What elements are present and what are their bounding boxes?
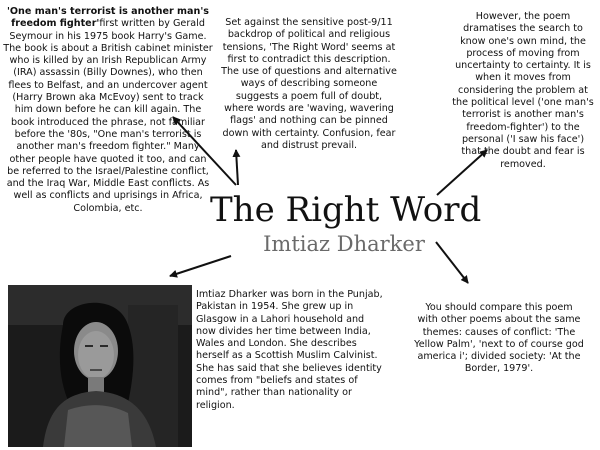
arrow-icon	[436, 242, 468, 283]
comparison-note: You should compare this poem with other poems about the same themes: causes of conflict: 'The Yellow Palm', 'next to of course god america i'; divided society: 'At the Border, 1979'.	[414, 302, 584, 375]
page-title: The Right Word	[210, 190, 482, 230]
arrow-icon	[173, 117, 236, 185]
arrow-icon	[437, 150, 487, 195]
terrorist-quote-heading: 'One man's terrorist is another man's freedom fighter'	[6, 6, 210, 30]
uncertainty-note: However, the poem dramatises the search to know one's own mind, the process of moving from uncertainty to certainty. It is when it moves from considering the problem at the political level ('one man's terrorist is another man's freedom-fighter') to the personal ('I saw his face') that the doubt and fear is removed.	[452, 11, 594, 170]
biography-note: Imtiaz Dharker was born in the Punjab, Pakistan in 1954. She grew up in Glasgow in a Lahori household and now divides her time between India, Wales and London. She describes herself as a Scottish Muslim Calvinist. She has said that she believes identity comes from "beliefs and states of mind", rather than nationality or religion.	[196, 289, 383, 411]
terrorist-quote-body: first written by Gerald Seymour in his 1975 book Harry's Game. The book is about a British cabinet minister who is killed by an Irish Republican Army (IRA) assassin (Billy Downes), who then flees to Belfast, and an undercover agent (Harry Brown aka McEvoy) sent to track him down before he can kill again. The book introduced the phrase, not familiar before the '80s, "One man's terrorist is another man's freedom fighter." Many other people have quoted it too, and can be referred to the Israel/Palestine conflict, and the Iraq War, Middle East conflicts. As well as conflicts and uprisings in Africa, Colombia, etc.	[3, 18, 213, 214]
context-note: Set against the sensitive post-9/11 backdrop of political and religious tensions, 'The Right Word' seems at first to contradict this description. The use of questions and alternative ways of describing someone suggests a poem full of doubt, where words are 'waving, wavering flags' and nothing can be pinned down with certainty. Confusion, fear and distrust prevail.	[221, 17, 397, 151]
arrow-icon	[236, 150, 238, 185]
arrow-icon	[170, 256, 231, 276]
author-name: Imtiaz Dharker	[263, 232, 425, 256]
